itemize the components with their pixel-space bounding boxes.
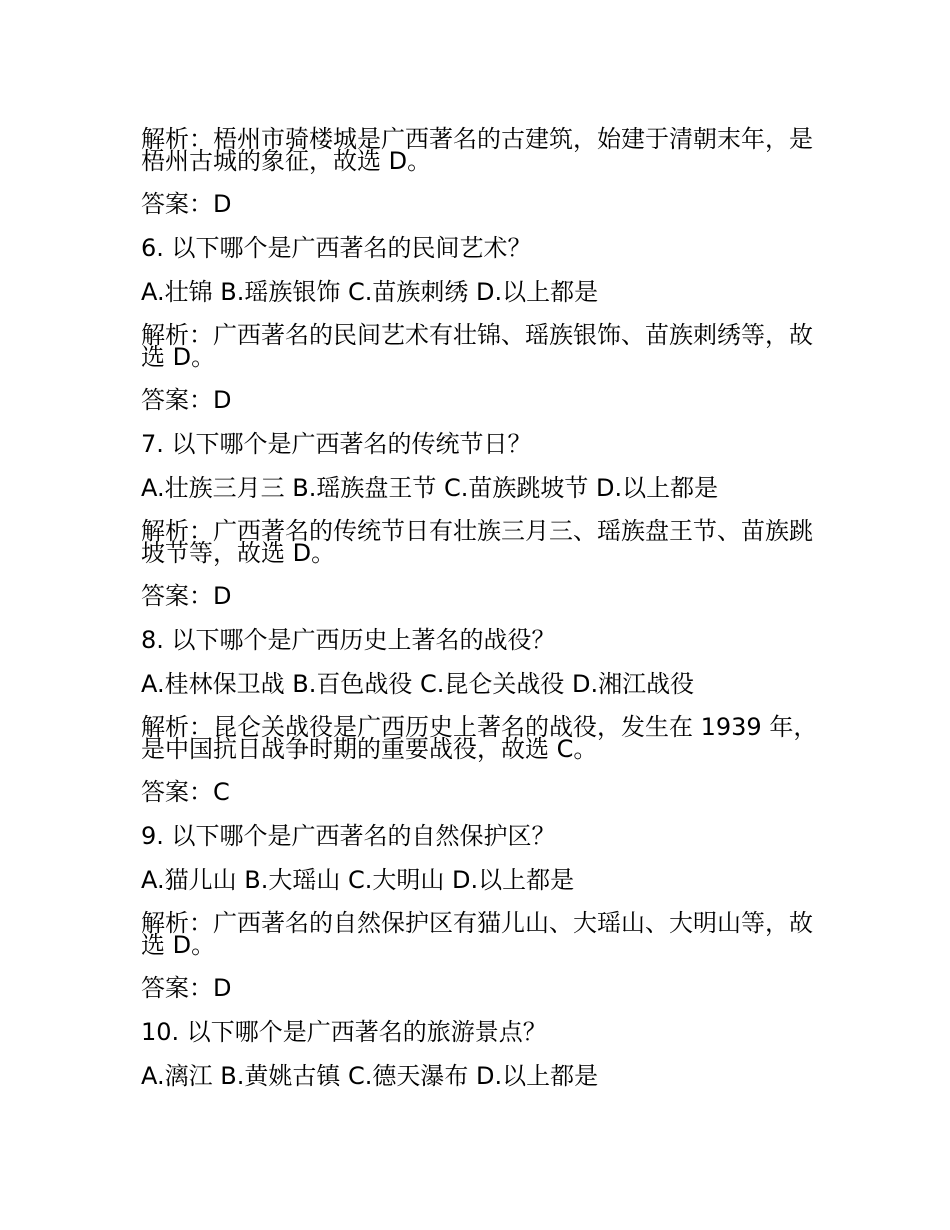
question-8-analysis: 解析：昆仑关战役是广西历史上著名的战役，发生在 1939 年，是中国抗日战争时期的重要战役，故选 C。 xyxy=(141,713,818,763)
question-6-answer: 答案：D xyxy=(141,386,232,414)
question-9-answer: 答案：D xyxy=(141,974,232,1002)
question-8-answer: 答案：C xyxy=(141,778,230,806)
question-10-options: A.漓江 B.黄姚古镇 C.德天瀑布 D.以上都是 xyxy=(141,1062,599,1090)
question-9: 9. 以下哪个是广西著名的自然保护区？ xyxy=(141,822,556,850)
question-9-options: A.猫儿山 B.大瑶山 C.大明山 D.以上都是 xyxy=(141,866,575,894)
question-7: 7. 以下哪个是广西著名的传统节日？ xyxy=(141,430,532,458)
question-7-analysis: 解析：广西著名的传统节日有壮族三月三、瑶族盘王节、苗族跳坡节等，故选 D。 xyxy=(141,517,813,567)
question-7-answer: 答案：D xyxy=(141,582,232,610)
question-7-options: A.壮族三月三 B.瑶族盘王节 C.苗族跳坡节 D.以上都是 xyxy=(141,474,719,502)
question-6-options: A.壮锦 B.瑶族银饰 C.苗族刺绣 D.以上都是 xyxy=(141,278,599,306)
answer-text: 答案：D xyxy=(141,190,232,218)
document-page xyxy=(141,125,821,1108)
analysis-text: 解析：梧州市骑楼城是广西著名的古建筑，始建于清朝末年，是梧州古城的象征，故选 D。 xyxy=(141,125,813,175)
question-9-analysis: 解析：广西著名的自然保护区有猫儿山、大瑶山、大明山等，故选 D。 xyxy=(141,909,813,959)
question-6-analysis: 解析：广西著名的民间艺术有壮锦、瑶族银饰、苗族刺绣等，故选 D。 xyxy=(141,321,813,371)
question-10: 10. 以下哪个是广西著名的旅游景点？ xyxy=(141,1018,547,1046)
question-8: 8. 以下哪个是广西历史上著名的战役？ xyxy=(141,626,556,654)
question-6: 6. 以下哪个是广西著名的民间艺术？ xyxy=(141,234,532,262)
question-8-options: A.桂林保卫战 B.百色战役 C.昆仑关战役 D.湘江战役 xyxy=(141,670,695,698)
